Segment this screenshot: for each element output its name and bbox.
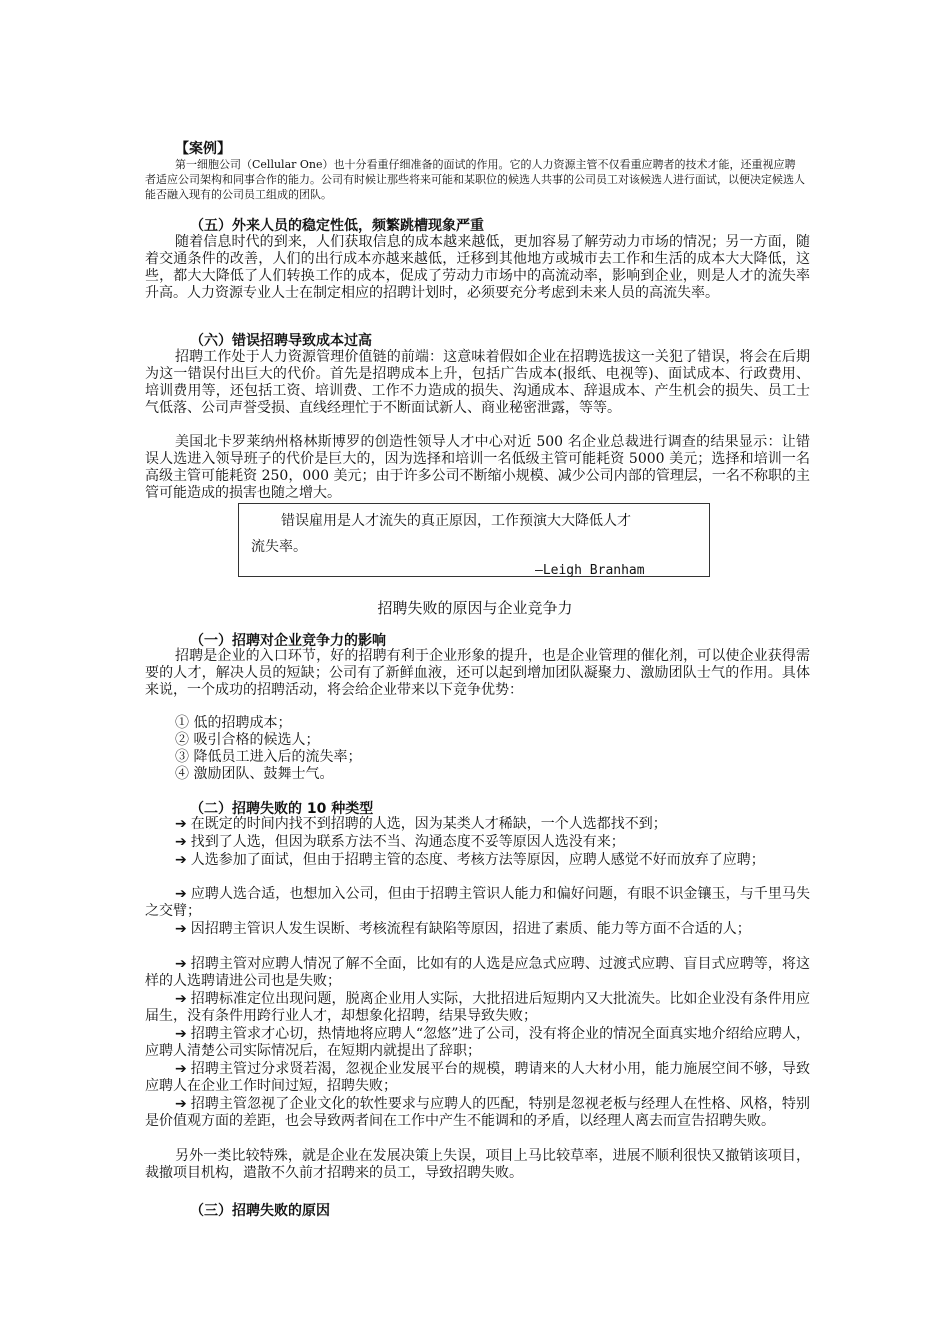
failure-type-text: 招聘主管忽视了企业文化的软性要求与应聘人的匹配，特别是忽视老板与经理人在性格、风格，特别是价值观方面的差距，也会导致两者间在工作中产生不能调和的矛盾，以经理人离去而宣告招聘失败。: [145, 1096, 810, 1129]
quote-line-2: 流失率。: [251, 539, 307, 555]
failure-type-5: [145, 921, 810, 938]
advantage-item-2: ② 吸引合格的候选人；: [175, 732, 320, 748]
part1-paragraph: 招聘是企业的入口环节，好的招聘有利于企业形象的提升，也是企业管理的催化剂，可以使企业获得需要的人才，解决人员的短缺；公司有了新鲜血液，还可以起到增加团队凝聚力、激励团队士气的作用。具体来说，一个成功的招聘活动，将会给企业带来以下竞争优势：: [145, 648, 810, 698]
arrow-icon: ➔: [175, 834, 187, 850]
part3-heading: （三）招聘失败的原因: [190, 1203, 330, 1219]
failure-type-10: [145, 1096, 810, 1130]
failure-type-6: [145, 956, 810, 990]
failure-type-text: 因招聘主管识人发生误断、考核流程有缺陷等原因，招进了素质、能力等方面不合适的人；: [190, 921, 751, 937]
case-label: 【案例】: [175, 141, 231, 157]
arrow-icon: ➔: [175, 1096, 187, 1112]
arrow-icon: ➔: [175, 1026, 187, 1042]
advantage-item-3: ③ 降低员工进入后的流失率；: [175, 749, 362, 765]
arrow-icon: ➔: [175, 991, 187, 1007]
failure-type-8: [145, 1026, 810, 1060]
advantage-item-1: ① 低的招聘成本；: [175, 715, 292, 731]
failure-type-1: [145, 816, 810, 833]
quote-box: [238, 503, 710, 577]
section6-paragraph-1: 招聘工作处于人力资源管理价值链的前端：这意味着假如企业在招聘选拔这一关犯了错误，将会在后期为这一错误付出巨大的代价。首先是招聘成本上升，包括广告成本(报纸、电视等)、面试成本、行政费用、培训费用等，还包括工资、培训费、工作不力造成的损失、沟通成本、辞退成本、产生机会的损失、员工士气低落、公司声誉受损、直线经理忙于不断面试新人、商业秘密泄露，等等。: [145, 349, 810, 416]
part2-heading: （二）招聘失败的 10 种类型: [190, 801, 374, 817]
arrow-icon: ➔: [175, 1061, 187, 1077]
failure-type-text: 招聘主管对应聘人情况了解不全面，比如有的人选是应急式应聘、过渡式应聘、盲目式应聘等，将这样的人选聘请进公司也是失败；: [145, 956, 810, 989]
failure-type-2: [145, 834, 810, 851]
failure-type-text: 找到了人选，但因为联系方法不当、沟通态度不妥等原因人选没有来；: [190, 834, 625, 850]
section5-paragraph: 随着信息时代的到来，人们获取信息的成本越来越低，更加容易了解劳动力市场的情况；另一方面，随着交通条件的改善，人们的出行成本亦越来越低，迁移到其他地方或城市去工作和生活的成本大大降低，这些，都大大降低了人们转换工作的成本，促成了劳动力市场中的高流动率，影响到企业，则是人才的流失率升高。人力资源专业人士在制定相应的招聘计划时，必须要充分考虑到未来人员的高流失率。: [145, 234, 810, 301]
case-text: 第一细胞公司（Cellular One）也十分看重仔细准备的面试的作用。它的人力资源主管不仅看重应聘者的技术才能，还重视应聘者适应公司架构和同事合作的能力。公司有时候让那些将来可能和某职位的候选人共事的公司员工对该候选人进行面试，以便决定候选人能否融入现有的公司员工组成的团队。: [145, 158, 805, 201]
failure-type-text: 在既定的时间内找不到招聘的人选，因为某类人才稀缺，一个人选都找不到；: [190, 816, 667, 832]
quote-author: —Leigh Branham: [535, 563, 645, 578]
section-title: 招聘失败的原因与企业竞争力: [377, 599, 573, 617]
failure-type-7: [145, 991, 810, 1025]
arrow-icon: ➔: [175, 921, 187, 937]
arrow-icon: ➔: [175, 956, 187, 972]
failure-type-text: 人选参加了面试，但由于招聘主管的态度、考核方法等原因，应聘人感觉不好而放弃了应聘；: [190, 852, 765, 868]
arrow-icon: ➔: [175, 886, 187, 902]
arrow-icon: ➔: [175, 852, 187, 868]
section5-heading: （五）外来人员的稳定性低，频繁跳槽现象严重: [190, 218, 484, 234]
quote-line-1: 错误雇用是人才流失的真正原因，工作预演大大降低人才: [281, 513, 631, 529]
section6-heading: （六）错误招聘导致成本过高: [190, 333, 372, 349]
failure-type-3: [145, 852, 810, 869]
failure-type-4: [145, 886, 810, 920]
section6-paragraph-2: 美国北卡罗莱纳州格林斯博罗的创造性领导人才中心对近 500 名企业总裁进行调查的结果显示：让错误人选进入领导班子的代价是巨大的，因为选择和培训一名低级主管可能耗资 5000 美元；选择和培训一名高级主管可能耗资 250，000 美元；由于许多公司不断缩小规模、减少公司内部的管理层，一名不称职的主管可能造成的损害也随之增大。: [145, 434, 810, 501]
arrow-icon: ➔: [175, 816, 187, 832]
part2-extra-paragraph: 另外一类比较特殊，就是企业在发展决策上失误，项目上马比较草率，进展不顺利很快又撤销该项目，裁撤项目机构，遣散不久前才招聘来的员工，导致招聘失败。: [145, 1148, 810, 1181]
advantage-item-4: ④ 激励团队、鼓舞士气。: [175, 766, 334, 782]
failure-type-text: 招聘主管过分求贤若渴，忽视企业发展平台的规模，聘请来的人大材小用，能力施展空间不够，导致应聘人在企业工作时间过短，招聘失败；: [145, 1061, 810, 1094]
part1-heading: （一）招聘对企业竞争力的影响: [190, 633, 386, 649]
failure-type-text: 应聘人选合适，也想加入公司，但由于招聘主管识人能力和偏好问题，有眼不识金镶玉，与千里马失之交臂；: [145, 886, 810, 919]
failure-type-text: 招聘主管求才心切，热情地将应聘人“忽悠”进了公司，没有将企业的情况全面真实地介绍给应聘人，应聘人清楚公司实际情况后，在短期内就提出了辞职；: [145, 1026, 810, 1059]
failure-type-text: 招聘标准定位出现问题，脱离企业用人实际，大批招进后短期内又大批流失。比如企业没有条件用应届生，没有条件用跨行业人才，却想象化招聘，结果导致失败；: [145, 991, 810, 1024]
failure-type-9: [145, 1061, 810, 1095]
